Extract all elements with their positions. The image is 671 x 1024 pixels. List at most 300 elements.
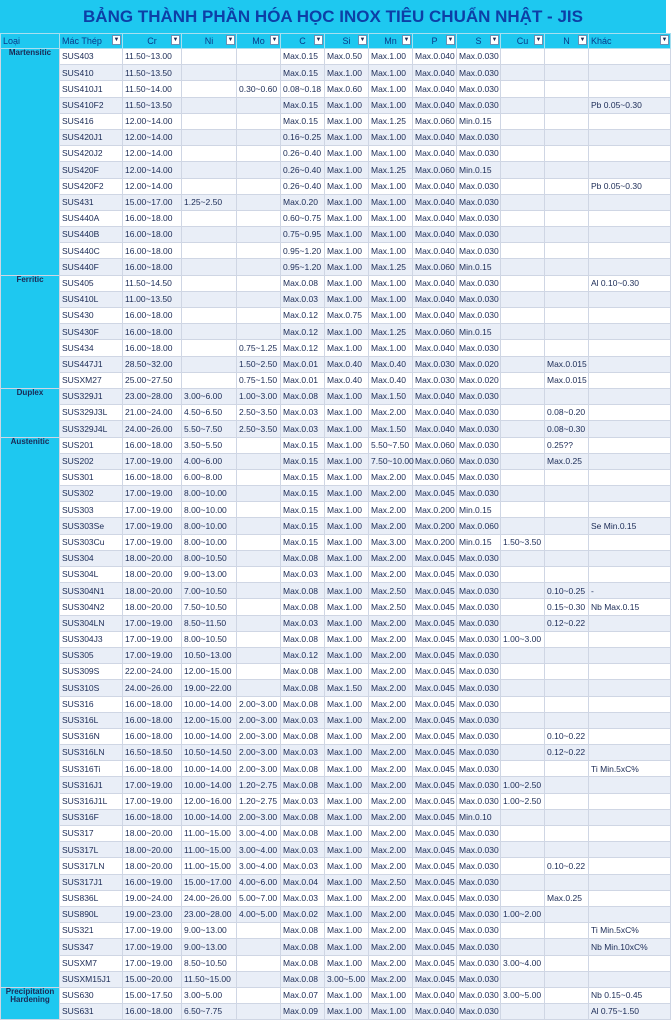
value-cell[interactable] [501,1004,545,1020]
value-cell[interactable]: Max.0.060 [413,113,457,129]
value-cell[interactable] [589,372,671,388]
value-cell[interactable] [182,146,237,162]
value-cell[interactable] [545,664,589,680]
value-cell[interactable]: 5.00~7.00 [237,890,281,906]
value-cell[interactable]: Max.2.00 [369,647,413,663]
value-cell[interactable]: Max.1.00 [369,178,413,194]
value-cell[interactable]: Max.1.00 [325,227,369,243]
value-cell[interactable] [501,858,545,874]
value-cell[interactable]: Min.0.10 [457,809,501,825]
value-cell[interactable] [545,243,589,259]
value-cell[interactable]: 24.00~26.00 [182,890,237,906]
value-cell[interactable]: Max.0.030 [457,664,501,680]
value-cell[interactable] [545,550,589,566]
value-cell[interactable] [182,129,237,145]
header-n[interactable]: N ▼ [545,34,589,49]
value-cell[interactable] [589,728,671,744]
value-cell[interactable]: Max.0.030 [457,874,501,890]
value-cell[interactable] [545,210,589,226]
value-cell[interactable]: Max.0.15 [281,534,325,550]
value-cell[interactable]: Max.0.030 [457,955,501,971]
value-cell[interactable]: Max.1.00 [325,421,369,437]
value-cell[interactable]: 0.75~1.50 [237,372,281,388]
value-cell[interactable]: Max.0.030 [457,567,501,583]
value-cell[interactable]: 12.00~14.00 [123,162,182,178]
value-cell[interactable] [501,502,545,518]
value-cell[interactable]: Max.1.00 [325,243,369,259]
value-cell[interactable]: Max.1.00 [369,1004,413,1020]
value-cell[interactable]: 16.00~18.00 [123,1004,182,1020]
value-cell[interactable] [182,259,237,275]
value-cell[interactable]: 0.08~0.18 [281,81,325,97]
value-cell[interactable]: 2.00~3.00 [237,809,281,825]
value-cell[interactable] [545,680,589,696]
value-cell[interactable]: 12.00~15.00 [182,664,237,680]
value-cell[interactable]: Max.0.60 [325,81,369,97]
value-cell[interactable] [589,49,671,65]
value-cell[interactable] [501,518,545,534]
value-cell[interactable]: 24.00~26.00 [123,421,182,437]
value-cell[interactable]: Max.0.030 [457,340,501,356]
value-cell[interactable]: Max.0.12 [281,647,325,663]
value-cell[interactable]: Max.0.08 [281,388,325,404]
value-cell[interactable]: Max.0.08 [281,631,325,647]
value-cell[interactable] [182,308,237,324]
value-cell[interactable]: 8.00~10.00 [182,534,237,550]
value-cell[interactable]: Max.2.00 [369,906,413,922]
value-cell[interactable]: 10.50~13.00 [182,647,237,663]
value-cell[interactable]: 8.00~10.00 [182,518,237,534]
value-cell[interactable]: Max.0.030 [457,437,501,453]
value-cell[interactable] [545,129,589,145]
value-cell[interactable]: Max.1.00 [325,437,369,453]
value-cell[interactable]: Max.1.50 [369,388,413,404]
value-cell[interactable] [501,874,545,890]
value-cell[interactable] [237,275,281,291]
value-cell[interactable]: 8.00~10.00 [182,486,237,502]
value-cell[interactable]: Max.0.08 [281,696,325,712]
value-cell[interactable]: Max.1.00 [325,324,369,340]
value-cell[interactable]: Max.1.00 [325,146,369,162]
value-cell[interactable]: 1.00~2.00 [501,906,545,922]
value-cell[interactable]: Max.0.030 [457,486,501,502]
value-cell[interactable]: Max.1.00 [325,388,369,404]
value-cell[interactable]: Max.0.040 [413,49,457,65]
grade-cell[interactable]: SUS434 [60,340,123,356]
grade-cell[interactable]: SUS304L [60,567,123,583]
value-cell[interactable]: Max.0.030 [457,987,501,1003]
value-cell[interactable]: Max.0.15 [281,502,325,518]
value-cell[interactable]: Max.0.030 [457,858,501,874]
value-cell[interactable]: Max.1.00 [325,874,369,890]
value-cell[interactable] [501,453,545,469]
value-cell[interactable]: 4.50~6.50 [182,405,237,421]
value-cell[interactable]: Max.0.040 [413,194,457,210]
value-cell[interactable]: Max.0.030 [457,97,501,113]
value-cell[interactable]: 19.00~23.00 [123,906,182,922]
value-cell[interactable] [501,340,545,356]
value-cell[interactable] [545,696,589,712]
value-cell[interactable] [545,162,589,178]
value-cell[interactable]: Max.0.01 [281,372,325,388]
value-cell[interactable]: 12.00~16.00 [182,793,237,809]
value-cell[interactable] [501,890,545,906]
value-cell[interactable]: Max.1.50 [369,421,413,437]
value-cell[interactable]: Max.1.00 [325,777,369,793]
value-cell[interactable]: 15.00~17.00 [182,874,237,890]
grade-cell[interactable]: SUS410F2 [60,97,123,113]
value-cell[interactable] [589,858,671,874]
value-cell[interactable]: 11.50~13.00 [123,49,182,65]
value-cell[interactable]: Max.0.045 [413,696,457,712]
value-cell[interactable]: 8.00~10.00 [182,502,237,518]
value-cell[interactable]: Max.1.00 [325,453,369,469]
value-cell[interactable] [501,923,545,939]
value-cell[interactable] [545,194,589,210]
value-cell[interactable]: Max.1.00 [369,49,413,65]
value-cell[interactable]: Ti Min.5xC% [589,923,671,939]
value-cell[interactable]: 8.00~10.50 [182,550,237,566]
value-cell[interactable] [589,162,671,178]
value-cell[interactable]: Max.0.030 [457,696,501,712]
value-cell[interactable]: Max.0.200 [413,502,457,518]
value-cell[interactable]: Max.1.00 [325,405,369,421]
value-cell[interactable]: Max.0.030 [413,372,457,388]
value-cell[interactable] [182,356,237,372]
value-cell[interactable]: Max.0.030 [457,793,501,809]
value-cell[interactable]: Max.0.045 [413,728,457,744]
value-cell[interactable] [501,388,545,404]
value-cell[interactable]: Max.0.030 [457,923,501,939]
value-cell[interactable]: Min.0.15 [457,534,501,550]
value-cell[interactable]: 0.26~0.40 [281,178,325,194]
value-cell[interactable] [589,502,671,518]
value-cell[interactable]: 3.00~6.00 [182,388,237,404]
value-cell[interactable]: 2.50~3.50 [237,405,281,421]
filter-dropdown-icon[interactable]: ▼ [227,37,234,43]
value-cell[interactable]: Max.2.50 [369,874,413,890]
value-cell[interactable]: Max.0.200 [413,534,457,550]
value-cell[interactable] [237,567,281,583]
value-cell[interactable]: 17.00~19.00 [123,518,182,534]
value-cell[interactable]: 12.00~14.00 [123,178,182,194]
value-cell[interactable] [501,291,545,307]
grade-cell[interactable]: SUS310S [60,680,123,696]
value-cell[interactable]: Max.0.15 [281,453,325,469]
value-cell[interactable] [545,1004,589,1020]
value-cell[interactable] [237,469,281,485]
value-cell[interactable]: 17.00~19.00 [123,486,182,502]
value-cell[interactable]: Max.1.00 [325,923,369,939]
grade-cell[interactable]: SUS303 [60,502,123,518]
value-cell[interactable] [237,113,281,129]
value-cell[interactable]: Max.1.00 [369,243,413,259]
value-cell[interactable]: Max.0.15 [281,49,325,65]
value-cell[interactable]: Max.1.00 [369,194,413,210]
value-cell[interactable] [545,469,589,485]
value-cell[interactable]: 18.00~20.00 [123,842,182,858]
value-cell[interactable]: Max.0.40 [325,356,369,372]
value-cell[interactable] [589,308,671,324]
value-cell[interactable] [589,243,671,259]
value-cell[interactable]: 0.26~0.40 [281,146,325,162]
value-cell[interactable] [237,291,281,307]
value-cell[interactable]: Max.1.00 [325,890,369,906]
value-cell[interactable]: Max.1.00 [369,81,413,97]
grade-cell[interactable]: SUSXM15J1 [60,971,123,987]
value-cell[interactable]: Max.0.040 [413,987,457,1003]
value-cell[interactable] [237,939,281,955]
value-cell[interactable]: Max.1.25 [369,113,413,129]
value-cell[interactable] [501,680,545,696]
grade-cell[interactable]: SUS316 [60,696,123,712]
value-cell[interactable] [501,275,545,291]
grade-cell[interactable]: SUS631 [60,1004,123,1020]
grade-cell[interactable]: SUS430 [60,308,123,324]
value-cell[interactable]: Max.0.030 [457,971,501,987]
header-ni[interactable]: Ni ▼ [182,34,237,49]
grade-cell[interactable]: SUS403 [60,49,123,65]
value-cell[interactable] [545,97,589,113]
value-cell[interactable]: Max.1.00 [325,745,369,761]
value-cell[interactable]: Max.2.50 [369,599,413,615]
value-cell[interactable]: Max.0.03 [281,712,325,728]
value-cell[interactable] [237,210,281,226]
value-cell[interactable]: 1.25~2.50 [182,194,237,210]
value-cell[interactable] [501,65,545,81]
grade-cell[interactable]: SUS420J1 [60,129,123,145]
value-cell[interactable]: Max.2.00 [369,567,413,583]
value-cell[interactable]: 10.00~14.00 [182,761,237,777]
value-cell[interactable]: Max.0.045 [413,550,457,566]
value-cell[interactable] [501,97,545,113]
value-cell[interactable]: Max.1.00 [325,275,369,291]
value-cell[interactable] [589,146,671,162]
value-cell[interactable]: 1.50~2.50 [237,356,281,372]
value-cell[interactable]: 8.50~10.50 [182,955,237,971]
value-cell[interactable]: 17.00~19.00 [123,631,182,647]
value-cell[interactable]: Max.0.030 [457,583,501,599]
value-cell[interactable]: 6.50~7.75 [182,1004,237,1020]
value-cell[interactable]: 16.00~18.00 [123,809,182,825]
value-cell[interactable]: Max.0.040 [413,340,457,356]
value-cell[interactable]: Max.1.00 [325,65,369,81]
value-cell[interactable] [501,81,545,97]
value-cell[interactable]: 17.00~19.00 [123,534,182,550]
value-cell[interactable] [182,243,237,259]
value-cell[interactable]: Max.0.15 [281,518,325,534]
value-cell[interactable]: 4.00~5.00 [237,906,281,922]
value-cell[interactable]: Max.0.030 [457,777,501,793]
value-cell[interactable] [545,712,589,728]
value-cell[interactable]: Max.0.045 [413,777,457,793]
value-cell[interactable] [589,971,671,987]
value-cell[interactable]: 5.50~7.50 [369,437,413,453]
value-cell[interactable] [237,971,281,987]
grade-cell[interactable]: SUSXM7 [60,955,123,971]
grade-cell[interactable]: SUS317LN [60,858,123,874]
filter-dropdown-icon[interactable]: ▼ [271,37,278,43]
value-cell[interactable]: 0.15~0.30 [545,599,589,615]
value-cell[interactable]: Max.0.030 [457,712,501,728]
value-cell[interactable]: Max.0.08 [281,275,325,291]
value-cell[interactable]: Max.0.030 [457,647,501,663]
value-cell[interactable] [589,356,671,372]
value-cell[interactable] [182,210,237,226]
filter-dropdown-icon[interactable]: ▼ [403,37,410,43]
value-cell[interactable]: Min.0.15 [457,502,501,518]
value-cell[interactable]: 12.00~15.00 [182,712,237,728]
value-cell[interactable] [182,178,237,194]
value-cell[interactable]: Max.0.040 [413,146,457,162]
value-cell[interactable]: Max.0.08 [281,728,325,744]
value-cell[interactable]: 8.00~10.50 [182,631,237,647]
value-cell[interactable]: Max.1.00 [369,129,413,145]
value-cell[interactable]: Max.0.030 [457,146,501,162]
value-cell[interactable] [501,405,545,421]
grade-cell[interactable]: SUS321 [60,923,123,939]
grade-cell[interactable]: SUS317J1 [60,874,123,890]
value-cell[interactable]: 16.00~18.00 [123,761,182,777]
value-cell[interactable]: Max.1.00 [325,210,369,226]
value-cell[interactable]: 17.00~19.00 [123,777,182,793]
value-cell[interactable] [501,49,545,65]
value-cell[interactable] [501,939,545,955]
value-cell[interactable]: 7.00~10.50 [182,583,237,599]
grade-cell[interactable]: SUS305 [60,647,123,663]
value-cell[interactable]: Max.0.08 [281,777,325,793]
value-cell[interactable]: 11.50~13.50 [123,97,182,113]
value-cell[interactable]: 17.00~19.00 [123,955,182,971]
grade-cell[interactable]: SUS440F [60,259,123,275]
value-cell[interactable] [182,113,237,129]
value-cell[interactable] [545,647,589,663]
value-cell[interactable] [589,696,671,712]
value-cell[interactable]: 9.00~13.00 [182,939,237,955]
value-cell[interactable]: Max.1.25 [369,259,413,275]
grade-cell[interactable]: SUS316J1 [60,777,123,793]
value-cell[interactable]: Max.2.00 [369,486,413,502]
value-cell[interactable]: Max.0.030 [413,356,457,372]
grade-cell[interactable]: SUS630 [60,987,123,1003]
value-cell[interactable]: Min.0.15 [457,324,501,340]
value-cell[interactable] [501,761,545,777]
value-cell[interactable]: Max.0.030 [457,453,501,469]
value-cell[interactable] [237,955,281,971]
value-cell[interactable]: Max.0.08 [281,550,325,566]
value-cell[interactable]: 25.00~27.50 [123,372,182,388]
value-cell[interactable]: 21.00~24.00 [123,405,182,421]
value-cell[interactable]: 3.00~4.00 [237,842,281,858]
value-cell[interactable]: 16.00~18.00 [123,696,182,712]
value-cell[interactable]: 11.50~13.50 [123,65,182,81]
value-cell[interactable] [237,49,281,65]
grade-cell[interactable]: SUS304LN [60,615,123,631]
value-cell[interactable] [501,243,545,259]
value-cell[interactable]: Max.0.07 [281,987,325,1003]
filter-dropdown-icon[interactable]: ▼ [315,37,322,43]
value-cell[interactable]: 0.25?? [545,437,589,453]
value-cell[interactable]: 7.50~10.00 [369,453,413,469]
filter-dropdown-icon[interactable]: ▼ [535,37,542,43]
value-cell[interactable]: 16.00~19.00 [123,874,182,890]
value-cell[interactable]: 10.00~14.00 [182,809,237,825]
value-cell[interactable]: Max.1.00 [325,793,369,809]
value-cell[interactable]: Max.0.045 [413,567,457,583]
value-cell[interactable] [237,65,281,81]
value-cell[interactable] [501,809,545,825]
value-cell[interactable] [545,259,589,275]
value-cell[interactable]: Max.0.045 [413,615,457,631]
value-cell[interactable]: 16.00~18.00 [123,259,182,275]
grade-cell[interactable]: SUS890L [60,906,123,922]
grade-cell[interactable]: SUS303Se [60,518,123,534]
value-cell[interactable]: Min.0.15 [457,162,501,178]
value-cell[interactable] [589,550,671,566]
value-cell[interactable] [589,826,671,842]
value-cell[interactable]: Max.0.030 [457,1004,501,1020]
value-cell[interactable] [501,728,545,744]
value-cell[interactable] [501,324,545,340]
value-cell[interactable] [545,923,589,939]
grade-cell[interactable]: SUS440C [60,243,123,259]
value-cell[interactable]: Max.0.03 [281,405,325,421]
grade-cell[interactable]: SUS304N1 [60,583,123,599]
value-cell[interactable]: Max.1.00 [325,129,369,145]
value-cell[interactable]: Max.0.040 [413,291,457,307]
value-cell[interactable]: 0.95~1.20 [281,259,325,275]
value-cell[interactable]: Max.0.08 [281,599,325,615]
value-cell[interactable] [589,745,671,761]
value-cell[interactable]: Max.0.045 [413,971,457,987]
value-cell[interactable] [545,113,589,129]
value-cell[interactable]: 11.00~15.00 [182,842,237,858]
value-cell[interactable]: 19.00~24.00 [123,890,182,906]
value-cell[interactable]: Max.0.200 [413,518,457,534]
value-cell[interactable]: Max.1.00 [369,146,413,162]
value-cell[interactable] [237,146,281,162]
value-cell[interactable]: Max.1.00 [325,728,369,744]
value-cell[interactable]: 3.50~5.50 [182,437,237,453]
value-cell[interactable]: 10.50~14.50 [182,745,237,761]
grade-cell[interactable]: SUS317L [60,842,123,858]
value-cell[interactable]: 12.00~14.00 [123,129,182,145]
grade-cell[interactable]: SUS410L [60,291,123,307]
value-cell[interactable]: 5.50~7.50 [182,421,237,437]
value-cell[interactable] [589,453,671,469]
value-cell[interactable] [237,534,281,550]
value-cell[interactable]: Max.0.03 [281,890,325,906]
value-cell[interactable] [545,49,589,65]
value-cell[interactable] [589,129,671,145]
value-cell[interactable]: 12.00~14.00 [123,113,182,129]
value-cell[interactable]: Max.0.045 [413,631,457,647]
value-cell[interactable]: Max.1.00 [325,842,369,858]
value-cell[interactable]: Max.0.045 [413,858,457,874]
value-cell[interactable]: Max.0.040 [413,1004,457,1020]
value-cell[interactable] [501,486,545,502]
value-cell[interactable]: Max.0.060 [413,259,457,275]
value-cell[interactable]: 0.12~0.22 [545,615,589,631]
grade-cell[interactable]: SUS347 [60,939,123,955]
value-cell[interactable]: Max.0.03 [281,421,325,437]
value-cell[interactable] [545,971,589,987]
value-cell[interactable] [237,1004,281,1020]
value-cell[interactable] [589,421,671,437]
value-cell[interactable]: 17.00~19.00 [123,939,182,955]
value-cell[interactable] [589,259,671,275]
value-cell[interactable]: 16.00~18.00 [123,227,182,243]
